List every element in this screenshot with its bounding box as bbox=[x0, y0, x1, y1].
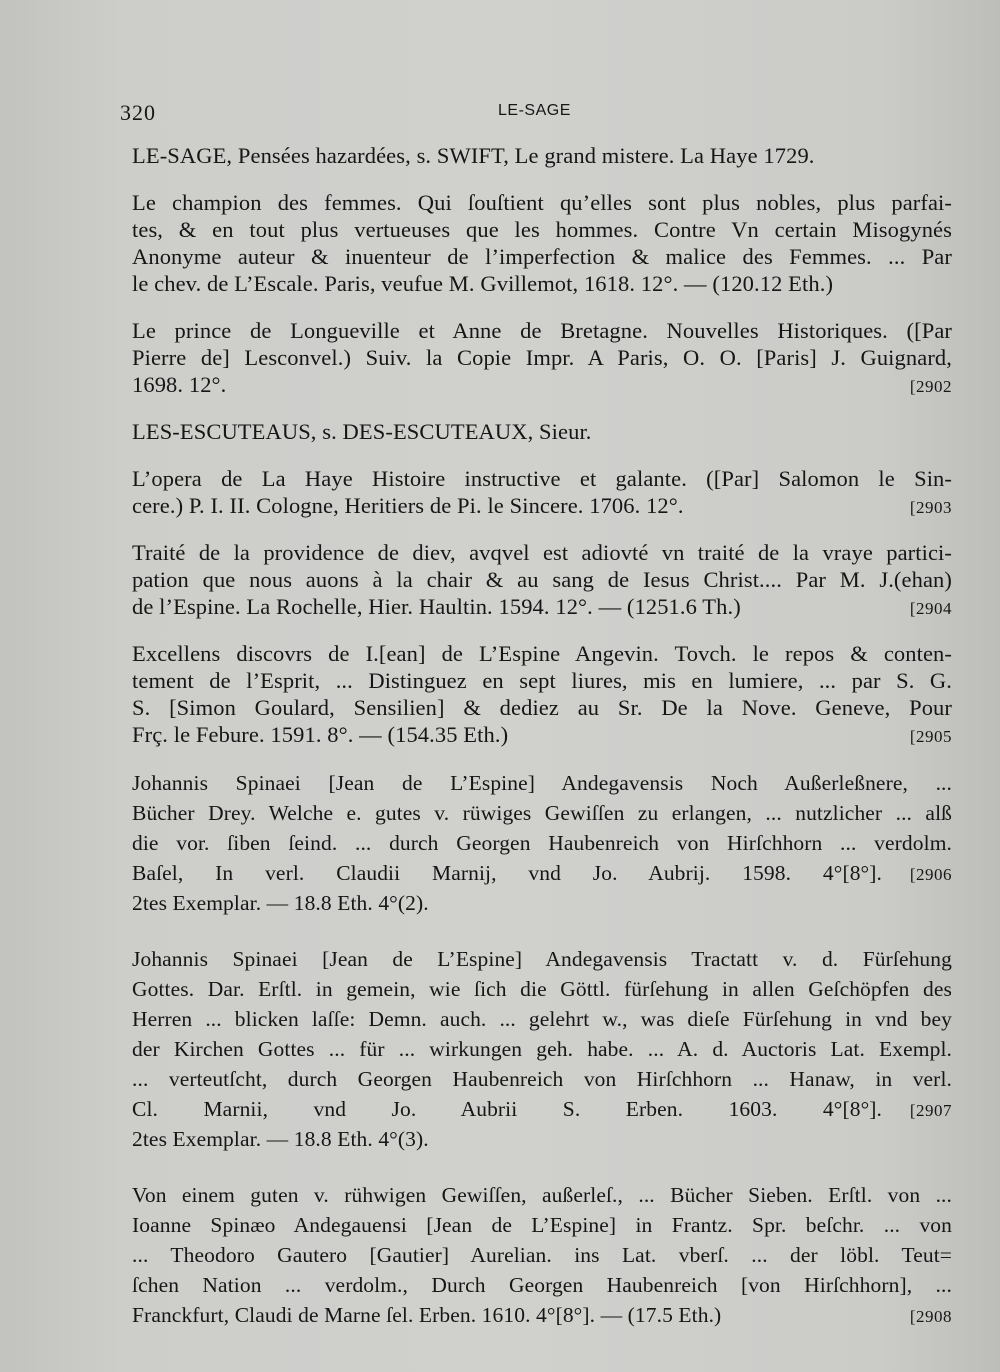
entry-line-text: pation que nous auons à la chair & au sang de Iesus Christ.... Par M. J.(ehan) bbox=[132, 567, 952, 592]
catalog-entry bbox=[132, 539, 952, 620]
catalog-entry bbox=[132, 317, 952, 398]
entry-line bbox=[132, 593, 952, 620]
entry-line-text: Cl. Marnii, vnd Jo. Aubrii S. Erben. 1603. 4°[8°]. bbox=[132, 1097, 882, 1121]
entry-line-text: Gottes. Dar. Erſtl. in gemein, wie ſich die Göttl. fürſehung in allen Geſchöpfen des bbox=[132, 977, 952, 1001]
catalog-entry bbox=[132, 640, 952, 748]
entry-line-text: Traité de la providence de diev, avqvel est adiovté vn traité de la vraye partici- bbox=[132, 540, 952, 565]
entry-line-text: Anonyme auteur & inuenteur de l’imperfection & malice des Femmes. ... Par bbox=[132, 244, 952, 269]
entry-line-text: cere.) P. I. II. Cologne, Heritiers de Pi. le Sincere. 1706. 12°. bbox=[132, 493, 684, 518]
entry-line-text: Johannis Spinaei [Jean de L’Espine] Andegavensis Tractatt v. d. Fürſehung bbox=[132, 947, 952, 971]
entry-line bbox=[132, 974, 952, 1004]
entry-line-text: le chev. de L’Escale. Paris, veufue M. Gvillemot, 1618. 12°. — (120.12 Eth.) bbox=[132, 271, 834, 296]
entry-line bbox=[132, 1004, 952, 1034]
entry-line-text: ... verteutſcht, durch Georgen Haubenreich von Hirſchhorn ... Hanaw, in verl. bbox=[132, 1067, 952, 1091]
entry-line bbox=[132, 566, 952, 593]
entry-line-text: der Kirchen Gottes ... für ... wirkungen geh. habe. ... A. d. Auctoris Lat. Exempl. bbox=[132, 1037, 952, 1061]
entry-line-text: Pierre de] Lesconvel.) Suiv. la Copie Impr. A Paris, O. O. [Paris] J. Guignard, bbox=[132, 345, 952, 370]
entry-line bbox=[132, 888, 952, 918]
entry-line-text: Johannis Spinaei [Jean de L’Espine] Andegavensis Noch Außerleßnere, ... bbox=[132, 771, 952, 795]
catalog-entry bbox=[132, 142, 952, 169]
catalog-number: [2905 bbox=[909, 727, 952, 746]
entry-line bbox=[132, 189, 952, 216]
entry-line bbox=[132, 465, 952, 492]
entry-line-text: Baſel, In verl. Claudii Marnij, vnd Jo. Aubrij. 1598. 4°[8°]. bbox=[132, 861, 882, 885]
entry-line bbox=[132, 1034, 952, 1064]
entry-line bbox=[132, 828, 952, 858]
catalog-number: [2902 bbox=[909, 377, 952, 396]
entry-line-text: ſchen Nation ... verdolm., Durch Georgen Haubenreich [von Hirſchhorn], ... bbox=[132, 1273, 952, 1297]
entry-line-text: Von einem guten v. rühwigen Gewiſſen, außerleſ., ... Bücher Sieben. Erſtl. von ... bbox=[132, 1183, 952, 1207]
entry-line bbox=[132, 1240, 952, 1270]
entry-line bbox=[132, 492, 952, 519]
entry-line bbox=[132, 243, 952, 270]
entry-line-text: tement de l’Esprit, ... Distinguez en sept liures, mis en lumiere, ... par S. G. bbox=[132, 668, 952, 693]
entry-line-text: 1698. 12°. bbox=[132, 372, 227, 397]
catalog-number: [2908 bbox=[909, 1307, 952, 1326]
entry-line bbox=[132, 721, 952, 748]
running-head: LE-SAGE bbox=[498, 102, 571, 119]
catalog-number: [2903 bbox=[909, 498, 952, 517]
entry-line bbox=[132, 216, 952, 243]
entry-line bbox=[132, 1124, 952, 1154]
entry-line bbox=[132, 694, 952, 721]
catalog-entry bbox=[132, 1180, 952, 1330]
entry-line-text: 2tes Exemplar. — 18.8 Eth. 4°(3). bbox=[132, 1127, 429, 1151]
entry-line bbox=[132, 142, 952, 169]
entry-line-text: Bücher Drey. Welche e. gutes v. rüwiges Gewiſſen zu erlangen, ... nutzlicher ... alß bbox=[132, 801, 952, 825]
catalog-number: [2904 bbox=[909, 599, 952, 618]
catalog-number: [2906 bbox=[909, 865, 952, 884]
entry-line bbox=[132, 1300, 952, 1330]
catalog-entry bbox=[132, 944, 952, 1154]
page-header bbox=[120, 100, 950, 134]
entry-line bbox=[132, 1210, 952, 1240]
catalog-entries bbox=[132, 142, 952, 1356]
entry-line-text: LES-ESCUTEAUS, s. DES-ESCUTEAUX, Sieur. bbox=[132, 419, 592, 444]
entry-line-text: LE-SAGE, Pensées hazardées, s. SWIFT, Le grand mistere. La Haye 1729. bbox=[132, 143, 815, 168]
entry-line-text: Herren ... blicken laſſe: Demn. auch. ... gelehrt w., was dieſe Fürſehung in vnd bey bbox=[132, 1007, 952, 1031]
entry-line-text: Excellens discovrs de I.[ean] de L’Espine Angevin. Tovch. le repos & conten- bbox=[132, 641, 952, 666]
entry-line bbox=[132, 539, 952, 566]
entry-line-text: ... Theodoro Gautero [Gautier] Aurelian. ins Lat. vberſ. ... der löbl. Teut= bbox=[132, 1243, 952, 1267]
page-number: 320 bbox=[120, 100, 156, 125]
entry-line bbox=[132, 798, 952, 828]
entry-line bbox=[132, 418, 952, 445]
entry-line-text: die vor. ſiben ſeind. ... durch Georgen Haubenreich von Hirſchhorn ... verdolm. bbox=[132, 831, 952, 855]
entry-line bbox=[132, 1064, 952, 1094]
entry-line-text: tes, & en tout plus vertueuses que les hommes. Contre Vn certain Misogynés bbox=[132, 217, 952, 242]
entry-line bbox=[132, 944, 952, 974]
entry-line bbox=[132, 317, 952, 344]
entry-line bbox=[132, 640, 952, 667]
entry-line bbox=[132, 768, 952, 798]
entry-line-text: Le prince de Longueville et Anne de Bretagne. Nouvelles Historiques. ([Par bbox=[132, 318, 952, 343]
entry-line-text: de l’Espine. La Rochelle, Hier. Haultin. 1594. 12°. — (1251.6 Th.) bbox=[132, 594, 741, 619]
entry-line-text: Ioanne Spinæo Andegauensi [Jean de L’Espine] in Frantz. Spr. beſchr. ... von bbox=[132, 1213, 952, 1237]
entry-line bbox=[132, 667, 952, 694]
entry-line bbox=[132, 344, 952, 371]
entry-line-text: Le champion des femmes. Qui ſouſtient qu’elles sont plus nobles, plus parfai- bbox=[132, 190, 952, 215]
entry-line-text: L’opera de La Haye Histoire instructive et galante. ([Par] Salomon le Sin- bbox=[132, 466, 952, 491]
entry-line-text: S. [Simon Goulard, Sensilien] & dediez au Sr. De la Nove. Geneve, Pour bbox=[132, 695, 952, 720]
entry-line bbox=[132, 371, 952, 398]
entry-line bbox=[132, 1180, 952, 1210]
catalog-number: [2907 bbox=[909, 1101, 952, 1120]
catalog-entry bbox=[132, 465, 952, 519]
catalog-entry bbox=[132, 189, 952, 297]
entry-line-text: Frç. le Febure. 1591. 8°. — (154.35 Eth.) bbox=[132, 722, 509, 747]
entry-line bbox=[132, 270, 952, 297]
entry-line bbox=[132, 858, 952, 888]
entry-line bbox=[132, 1094, 952, 1124]
catalog-entry bbox=[132, 418, 952, 445]
entry-line-text: 2tes Exemplar. — 18.8 Eth. 4°(2). bbox=[132, 891, 429, 915]
entry-line-text: Franckfurt, Claudi de Marne ſel. Erben. 1610. 4°[8°]. — (17.5 Eth.) bbox=[132, 1303, 722, 1327]
entry-line bbox=[132, 1270, 952, 1300]
catalog-entry bbox=[132, 768, 952, 918]
